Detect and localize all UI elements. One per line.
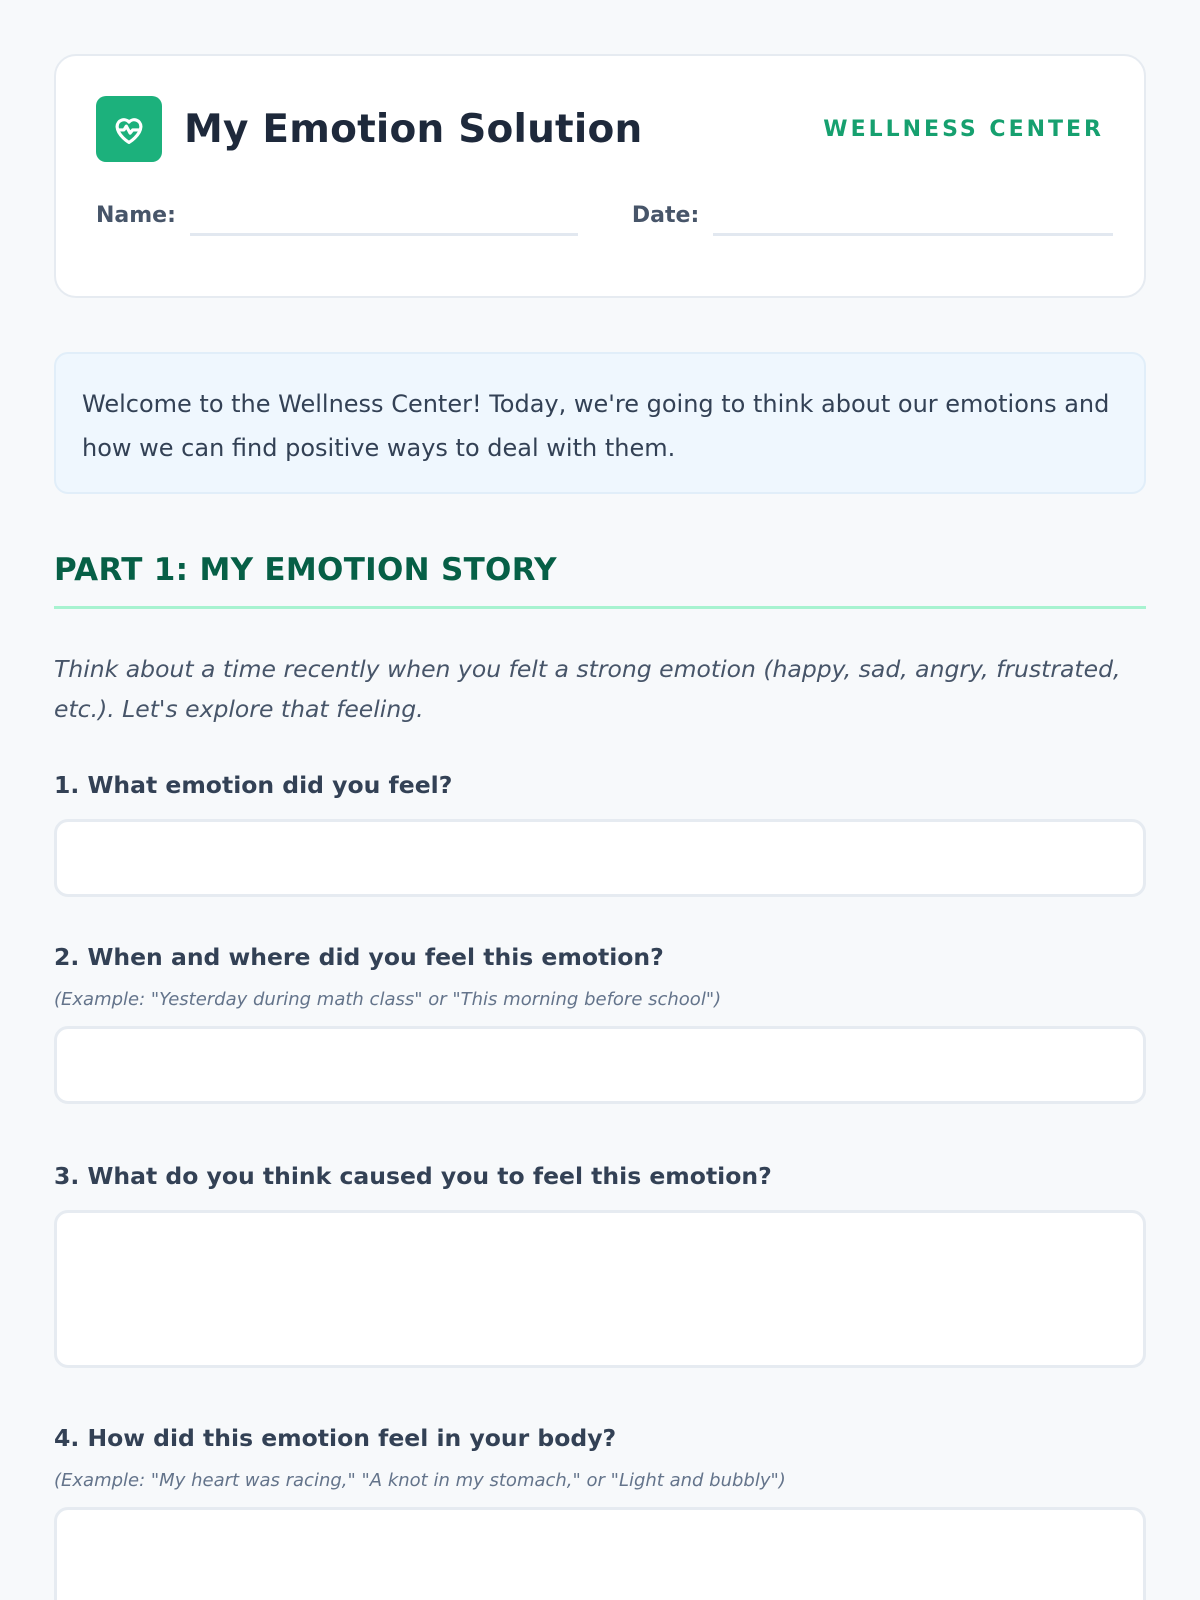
name-label: Name: — [96, 203, 176, 228]
question-3 — [54, 1162, 1146, 1368]
question-example: (Example: "Yesterday during math class" or "This morning before school") — [54, 989, 722, 1010]
student-fields — [96, 202, 1104, 236]
question-label: 4. How did this emotion feel in your body? — [54, 1424, 617, 1452]
section-intro: Think about a time recently when you felt a strong emotion (happy, sad, angry, frustrated, etc.). Let's explore that feeling. — [54, 655, 1121, 723]
answer-input-1[interactable] — [54, 819, 1146, 897]
question-4 — [54, 1424, 1146, 1600]
section-title: PART 1: MY EMOTION STORY — [54, 552, 1146, 609]
name-field-group — [96, 202, 578, 236]
tagline: WELLNESS CENTER — [823, 116, 1104, 142]
date-field[interactable] — [713, 202, 1113, 236]
question-label: 3. What do you think caused you to feel this emotion? — [54, 1162, 772, 1190]
app-title: My Emotion Solution — [184, 106, 643, 152]
brand — [96, 96, 642, 162]
welcome-box — [54, 352, 1146, 494]
question-label: 1. What emotion did you feel? — [54, 771, 453, 799]
name-field[interactable] — [190, 202, 578, 236]
date-label: Date: — [631, 203, 700, 228]
date-field-group — [632, 202, 1113, 236]
question-example: (Example: "My heart was racing," "A knot in my stomach," or "Light and bubbly") — [54, 1470, 786, 1491]
heart-pulse-icon — [96, 96, 162, 162]
welcome-text: Welcome to the Wellness Center! Today, we're going to think about our emotions and how we can find positive ways to deal with them. — [82, 390, 1110, 462]
brand-row — [96, 96, 1104, 162]
question-2 — [54, 943, 1146, 1104]
question-1 — [54, 771, 1146, 897]
answer-input-2[interactable] — [54, 1026, 1146, 1104]
header-card — [54, 54, 1146, 298]
question-label: 2. When and where did you feel this emotion? — [54, 943, 664, 971]
answer-textarea-4[interactable] — [54, 1507, 1146, 1600]
answer-textarea-3[interactable] — [54, 1210, 1146, 1368]
